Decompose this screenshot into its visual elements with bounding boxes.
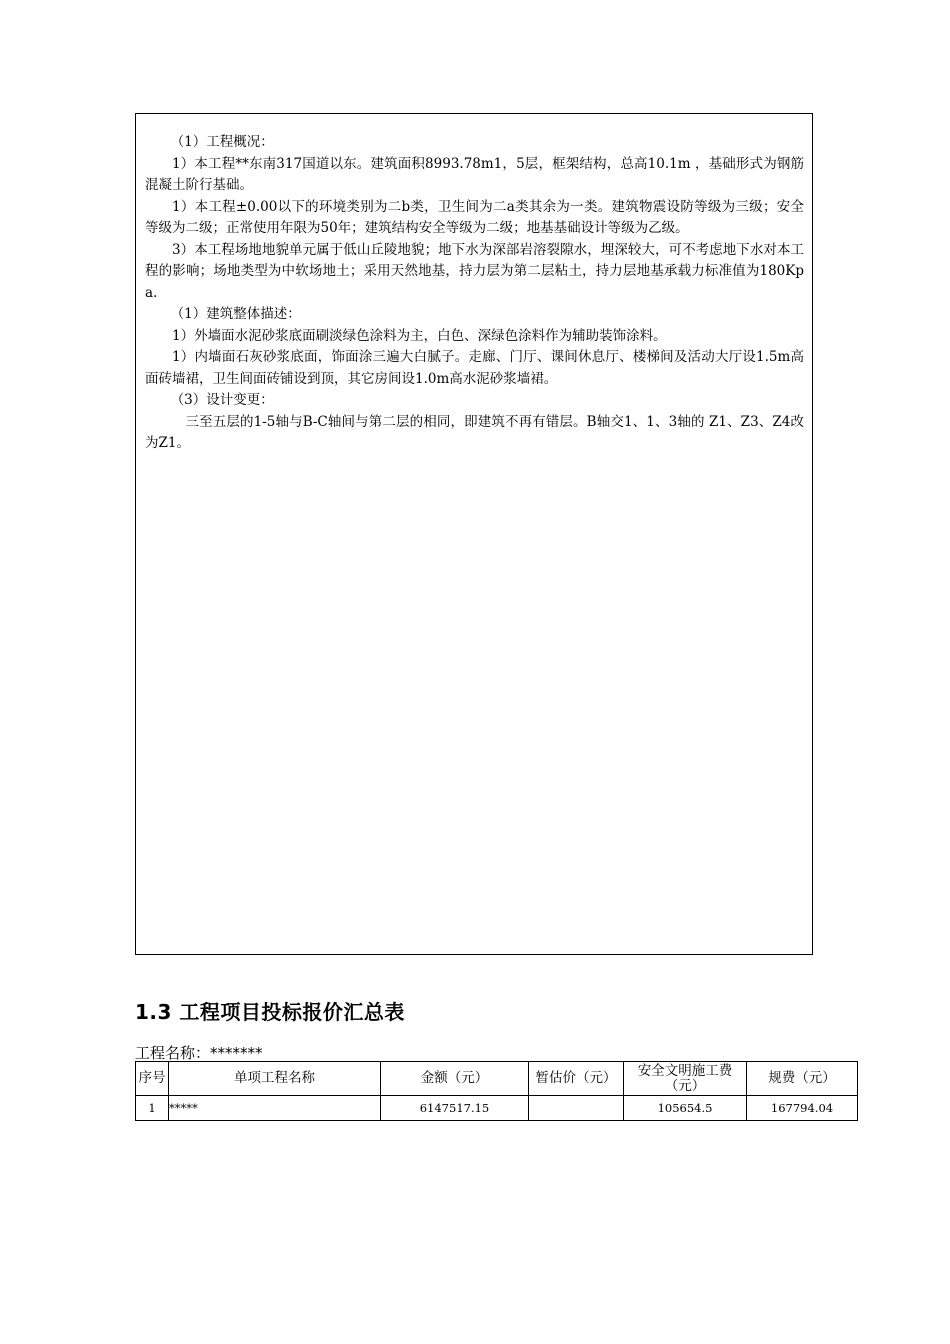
overview-heading: （1）工程概况：	[170, 134, 274, 150]
cell-seq: 1	[136, 1096, 169, 1121]
cell-provisional	[529, 1096, 624, 1121]
header-amount: 金额（元）	[381, 1062, 529, 1096]
overview-paragraph: 1）本工程**东南317国道以东。建筑面积8993.78m1，5层，框架结构，总高10.1m ，基础形式为钢筋混凝土阶行基础。	[145, 155, 804, 193]
overview-paragraph: 1）本工程±0.00以下的环境类别为二b类，卫生间为二a类其余为一类。建筑物震设防等级为三级；安全等级为二级；正常使用年限为50年；建筑结构安全等级为二级；地基基础设计等级为乙级。	[145, 198, 804, 236]
building-description-paragraph: 1）内墙面石灰砂浆底面，饰面涂三遍大白腻子。走廊、门厅、课间休息厅、楼梯间及活动大厅设1.5m高面砖墙裙，卫生间面砖铺设到顶，其它房间设1.0m高水泥砂浆墙裙。	[145, 349, 804, 387]
section-title: 1.3 工程项目投标报价汇总表	[135, 1000, 405, 1024]
cell-fees: 167794.04	[747, 1096, 858, 1121]
header-provisional: 暂估价（元）	[529, 1062, 624, 1096]
building-description-heading: （1）建筑整体描述：	[170, 306, 301, 322]
table-header-row	[136, 1062, 858, 1096]
design-change-heading: （3）设计变更：	[170, 392, 274, 408]
overview-paragraph: 3）本工程场地地貌单元属于低山丘陵地貌；地下水为深部岩溶裂隙水，埋深较大，可不考虑地下水对本工程的影响；场地类型为中软场地土；采用天然地基，持力层为第二层粘土，持力层地基承载力标准值为180Kpa.	[145, 241, 804, 301]
header-safety: 安全文明施工费（元）	[624, 1062, 747, 1096]
project-overview-box	[135, 113, 813, 955]
bid-summary-table	[135, 1061, 858, 1121]
table-row	[136, 1096, 858, 1121]
cell-safety: 105654.5	[624, 1096, 747, 1121]
building-description-paragraph: 1）外墙面水泥砂浆底面刷淡绿色涂料为主，白色、深绿色涂料作为辅助装饰涂料。	[172, 327, 667, 344]
header-name: 单项工程名称	[169, 1062, 381, 1096]
cell-name: *****	[169, 1096, 381, 1121]
design-change-paragraph: 三至五层的1-5轴与B-C轴间与第二层的相同，即建筑不再有错层。B轴交1、1、3轴的 Z1、Z3、Z4改为Z1。	[145, 413, 804, 451]
header-fees: 规费（元）	[747, 1062, 858, 1096]
header-seq: 序号	[136, 1062, 169, 1096]
cell-amount: 6147517.15	[381, 1096, 529, 1121]
project-name-label: 工程名称：*******	[135, 1044, 263, 1062]
